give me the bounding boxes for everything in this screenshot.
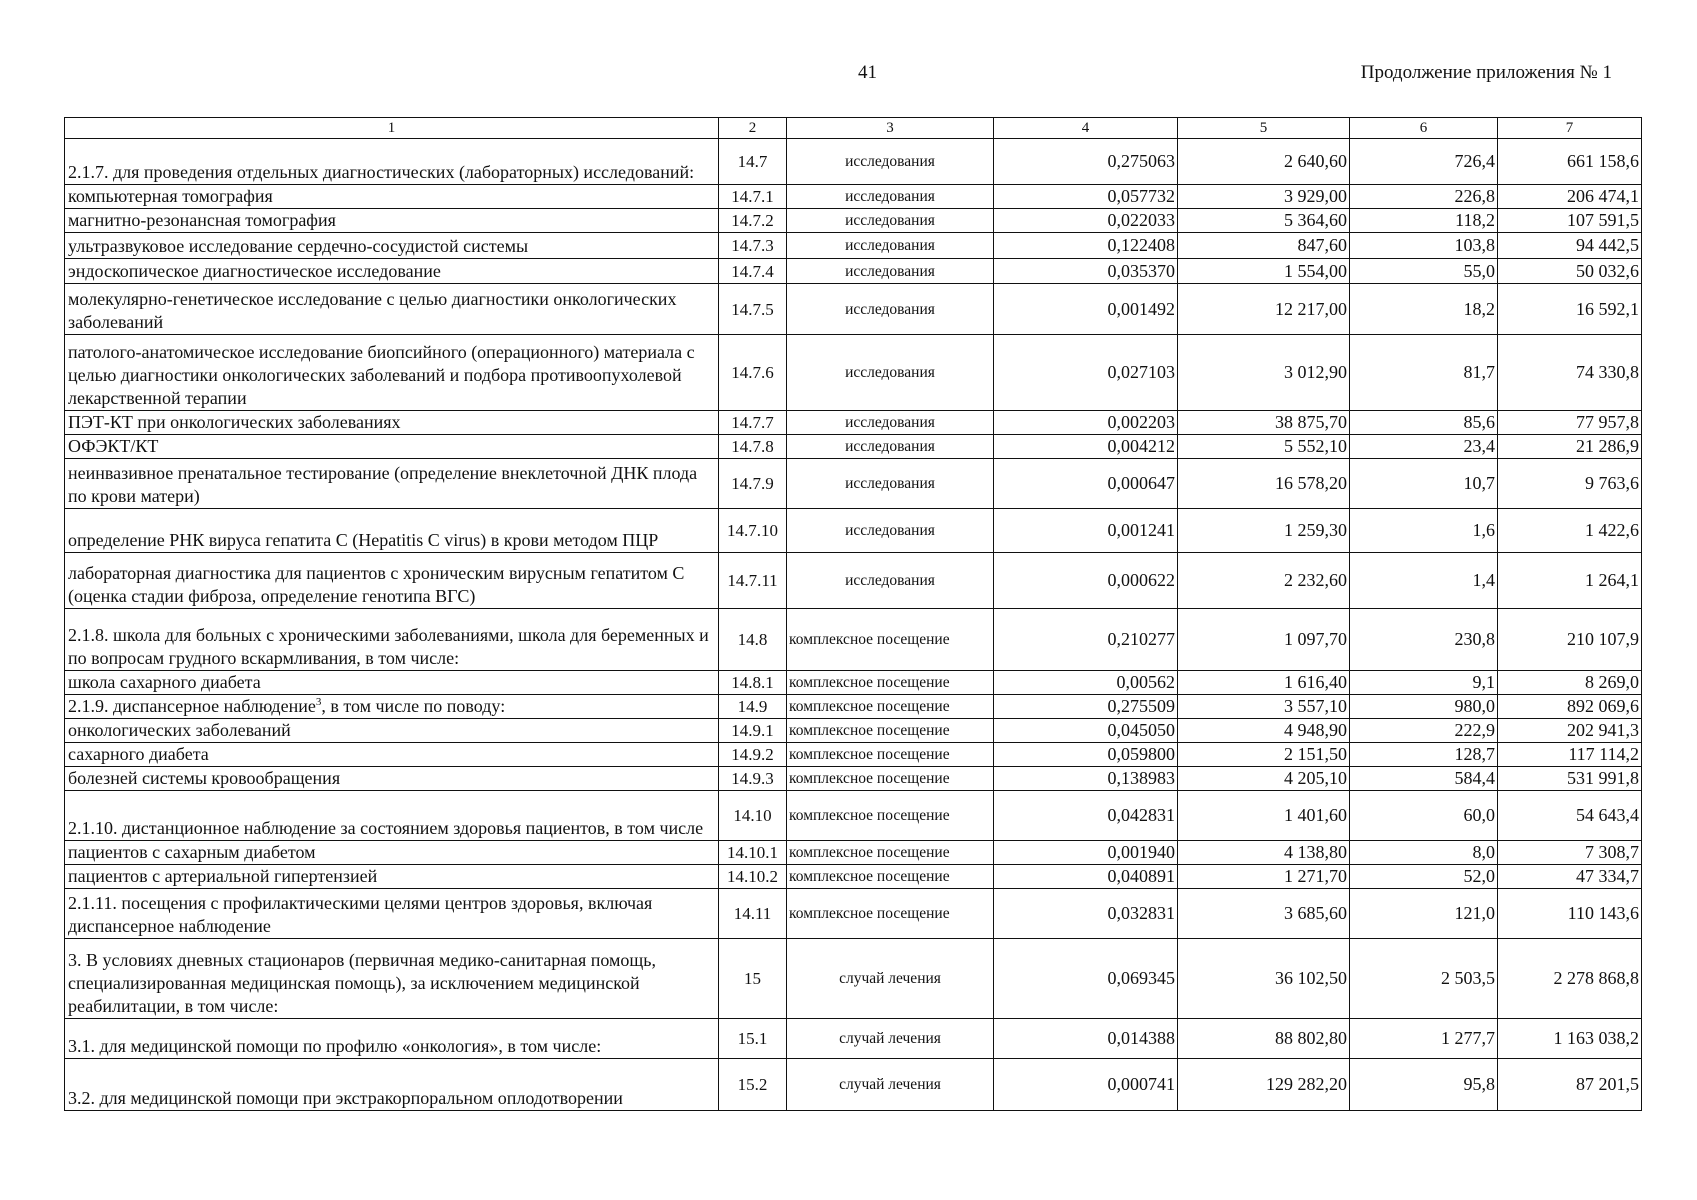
- row-value-4: 0,001241: [994, 509, 1178, 553]
- table-row: [65, 791, 1642, 841]
- row-value-5: 3 557,10: [1178, 695, 1350, 719]
- table-row: [65, 233, 1642, 259]
- row-name-text: ультразвуковое исследование сердечно-сосудистой системы: [68, 236, 529, 256]
- row-value-6: 9,1: [1350, 671, 1498, 695]
- row-name-text: магнитно-резонансная томография: [68, 210, 336, 230]
- row-code: 15: [719, 939, 787, 1019]
- row-name: [65, 139, 719, 185]
- row-name: [65, 791, 719, 841]
- row-value-6: 980,0: [1350, 695, 1498, 719]
- row-value-5: 2 232,60: [1178, 553, 1350, 609]
- data-table: [64, 117, 1642, 1111]
- row-value-7: 1 264,1: [1498, 553, 1642, 609]
- row-name: [65, 671, 719, 695]
- row-value-4: 0,057732: [994, 185, 1178, 209]
- row-value-4: 0,001940: [994, 841, 1178, 865]
- row-value-4: 0,042831: [994, 791, 1178, 841]
- row-value-5: 5 364,60: [1178, 209, 1350, 233]
- row-name: [65, 233, 719, 259]
- row-name-text: пациентов с сахарным диабетом: [68, 842, 316, 862]
- row-code: 14.8.1: [719, 671, 787, 695]
- table-row: [65, 841, 1642, 865]
- row-value-7: 16 592,1: [1498, 284, 1642, 335]
- row-value-7: 54 643,4: [1498, 791, 1642, 841]
- row-unit: комплексное посещение: [787, 719, 994, 743]
- table-row: [65, 889, 1642, 939]
- row-name: [65, 767, 719, 791]
- row-unit: исследования: [787, 259, 994, 284]
- row-name-text: ОФЭКТ/КТ: [68, 436, 159, 456]
- row-code: 14.7.11: [719, 553, 787, 609]
- column-header-3: 3: [787, 118, 994, 139]
- row-value-7: 892 069,6: [1498, 695, 1642, 719]
- row-name: [65, 719, 719, 743]
- row-name-tail: , в том числе по поводу:: [321, 696, 506, 716]
- row-value-4: 0,210277: [994, 609, 1178, 671]
- row-value-4: 0,069345: [994, 939, 1178, 1019]
- row-value-5: 1 554,00: [1178, 259, 1350, 284]
- table-row: [65, 335, 1642, 411]
- row-code: 14.9.3: [719, 767, 787, 791]
- row-unit: исследования: [787, 435, 994, 459]
- row-value-6: 121,0: [1350, 889, 1498, 939]
- row-code: 14.7.7: [719, 411, 787, 435]
- row-value-5: 16 578,20: [1178, 459, 1350, 509]
- table-row: [65, 865, 1642, 889]
- row-name: [65, 185, 719, 209]
- row-code: 14.10: [719, 791, 787, 841]
- row-value-4: 0,001492: [994, 284, 1178, 335]
- row-code: 14.7: [719, 139, 787, 185]
- row-value-6: 1,4: [1350, 553, 1498, 609]
- row-value-7: 202 941,3: [1498, 719, 1642, 743]
- table-row: [65, 695, 1642, 719]
- column-header-2: 2: [719, 118, 787, 139]
- row-unit: комплексное посещение: [787, 695, 994, 719]
- row-name: [65, 695, 719, 719]
- row-value-7: 21 286,9: [1498, 435, 1642, 459]
- table-row: [65, 1059, 1642, 1111]
- row-name-text: 3.2. для медицинской помощи при экстракорпоральном оплодотворении: [68, 1088, 623, 1108]
- row-value-4: 0,040891: [994, 865, 1178, 889]
- row-value-6: 230,8: [1350, 609, 1498, 671]
- row-unit: исследования: [787, 335, 994, 411]
- row-name-text: молекулярно-генетическое исследование с целью диагностики онкологических заболеваний: [68, 289, 677, 332]
- row-name-text: 3. В условиях дневных стационаров (первичная медико-санитарная помощь, специализированная медицинская помощь), за исключением медицинской реабилитации, в том числе:: [68, 950, 656, 1016]
- table-row: [65, 553, 1642, 609]
- table-row: [65, 139, 1642, 185]
- row-unit: исследования: [787, 185, 994, 209]
- row-value-6: 8,0: [1350, 841, 1498, 865]
- row-code: 15.2: [719, 1059, 787, 1111]
- row-name-text: 2.1.7. для проведения отдельных диагностических (лабораторных) исследований:: [68, 162, 695, 182]
- row-name-text: 2.1.10. дистанционное наблюдение за состоянием здоровья пациентов, в том числе: [68, 818, 704, 838]
- row-value-7: 117 114,2: [1498, 743, 1642, 767]
- row-unit: комплексное посещение: [787, 841, 994, 865]
- row-value-4: 0,000741: [994, 1059, 1178, 1111]
- row-value-6: 584,4: [1350, 767, 1498, 791]
- row-name-text: школа сахарного диабета: [68, 672, 261, 692]
- row-code: 14.10.1: [719, 841, 787, 865]
- row-name-text: сахарного диабета: [68, 744, 209, 764]
- row-value-7: 94 442,5: [1498, 233, 1642, 259]
- row-value-5: 36 102,50: [1178, 939, 1350, 1019]
- row-name-text: 2.1.11. посещения с профилактическими целями центров здоровья, включая диспансерное наблюдение: [68, 893, 653, 936]
- row-value-4: 0,014388: [994, 1019, 1178, 1059]
- row-code: 14.7.9: [719, 459, 787, 509]
- table-row: [65, 767, 1642, 791]
- row-value-6: 60,0: [1350, 791, 1498, 841]
- row-code: 14.11: [719, 889, 787, 939]
- row-value-5: 4 948,90: [1178, 719, 1350, 743]
- row-value-7: 2 278 868,8: [1498, 939, 1642, 1019]
- row-value-6: 118,2: [1350, 209, 1498, 233]
- row-name: [65, 284, 719, 335]
- row-unit: исследования: [787, 509, 994, 553]
- row-value-5: 2 640,60: [1178, 139, 1350, 185]
- row-code: 14.7.8: [719, 435, 787, 459]
- row-unit: комплексное посещение: [787, 791, 994, 841]
- column-header-5: 5: [1178, 118, 1350, 139]
- row-name: [65, 743, 719, 767]
- row-value-6: 726,4: [1350, 139, 1498, 185]
- row-unit: случай лечения: [787, 1019, 994, 1059]
- row-value-5: 5 552,10: [1178, 435, 1350, 459]
- table-row: [65, 939, 1642, 1019]
- row-value-4: 0,000647: [994, 459, 1178, 509]
- row-name-text: компьютерная томография: [68, 186, 273, 206]
- row-name: [65, 335, 719, 411]
- row-value-6: 10,7: [1350, 459, 1498, 509]
- row-unit: комплексное посещение: [787, 889, 994, 939]
- row-value-5: 1 271,70: [1178, 865, 1350, 889]
- row-name: [65, 459, 719, 509]
- row-name: [65, 1059, 719, 1111]
- row-unit: исследования: [787, 411, 994, 435]
- row-code: 14.7.3: [719, 233, 787, 259]
- table-row: [65, 719, 1642, 743]
- row-value-6: 222,9: [1350, 719, 1498, 743]
- row-name: [65, 435, 719, 459]
- row-unit: случай лечения: [787, 1059, 994, 1111]
- row-value-6: 55,0: [1350, 259, 1498, 284]
- row-unit: исследования: [787, 233, 994, 259]
- row-value-5: 1 097,70: [1178, 609, 1350, 671]
- row-value-6: 1 277,7: [1350, 1019, 1498, 1059]
- row-value-6: 18,2: [1350, 284, 1498, 335]
- row-value-5: 12 217,00: [1178, 284, 1350, 335]
- row-value-5: 88 802,80: [1178, 1019, 1350, 1059]
- row-value-6: 2 503,5: [1350, 939, 1498, 1019]
- row-value-7: 8 269,0: [1498, 671, 1642, 695]
- row-value-7: 110 143,6: [1498, 889, 1642, 939]
- header-row: [65, 118, 1642, 139]
- row-unit: комплексное посещение: [787, 743, 994, 767]
- row-value-7: 1 422,6: [1498, 509, 1642, 553]
- row-name: [65, 411, 719, 435]
- row-name-text: неинвазивное пренатальное тестирование (определение внеклеточной ДНК плода по крови матери): [68, 463, 698, 506]
- row-value-6: 128,7: [1350, 743, 1498, 767]
- table-row: [65, 209, 1642, 233]
- row-name-text: пациентов с артериальной гипертензией: [68, 866, 378, 886]
- row-name-text: 2.1.8. школа для больных с хроническими заболеваниями, школа для беременных и по вопросам грудного вскармливания, в том числе:: [68, 625, 709, 668]
- row-value-4: 0,027103: [994, 335, 1178, 411]
- row-value-4: 0,022033: [994, 209, 1178, 233]
- row-value-5: 1 259,30: [1178, 509, 1350, 553]
- row-name-text: онкологических заболеваний: [68, 720, 291, 740]
- row-value-6: 52,0: [1350, 865, 1498, 889]
- row-value-4: 0,122408: [994, 233, 1178, 259]
- column-header-6: 6: [1350, 118, 1498, 139]
- row-value-7: 50 032,6: [1498, 259, 1642, 284]
- row-value-6: 1,6: [1350, 509, 1498, 553]
- row-value-7: 74 330,8: [1498, 335, 1642, 411]
- row-unit: исследования: [787, 284, 994, 335]
- row-name: [65, 889, 719, 939]
- row-name: [65, 841, 719, 865]
- row-value-7: 77 957,8: [1498, 411, 1642, 435]
- table-row: [65, 1019, 1642, 1059]
- row-name-text: определение РНК вируса гепатита С (Hepatitis С virus) в крови методом ПЦР: [68, 530, 659, 550]
- row-value-4: 0,138983: [994, 767, 1178, 791]
- row-unit: комплексное посещение: [787, 671, 994, 695]
- row-value-4: 0,004212: [994, 435, 1178, 459]
- row-value-5: 3 929,00: [1178, 185, 1350, 209]
- table-row: [65, 185, 1642, 209]
- row-name: [65, 939, 719, 1019]
- table-row: [65, 284, 1642, 335]
- row-code: 14.7.4: [719, 259, 787, 284]
- row-code: 14.7.6: [719, 335, 787, 411]
- row-code: 14.7.2: [719, 209, 787, 233]
- row-name-text: 3.1. для медицинской помощи по профилю «онкология», в том числе:: [68, 1036, 602, 1056]
- row-value-4: 0,000622: [994, 553, 1178, 609]
- row-name: [65, 209, 719, 233]
- row-value-5: 4 205,10: [1178, 767, 1350, 791]
- row-name-text: лабораторная диагностика для пациентов с хроническим вирусным гепатитом С (оценка стадии фиброза, определение генотипа ВГС): [68, 563, 685, 606]
- row-code: 14.9.1: [719, 719, 787, 743]
- row-name: [65, 553, 719, 609]
- row-value-7: 47 334,7: [1498, 865, 1642, 889]
- row-value-4: 0,275063: [994, 139, 1178, 185]
- row-value-4: 0,032831: [994, 889, 1178, 939]
- row-value-4: 0,035370: [994, 259, 1178, 284]
- table-row: [65, 609, 1642, 671]
- table-row: [65, 459, 1642, 509]
- row-value-7: 87 201,5: [1498, 1059, 1642, 1111]
- row-name-text: патолого-анатомическое исследование биопсийного (операционного) материала с целью диагностики онкологических заболеваний и подбора противоопухолевой лекарственной терапии: [68, 342, 695, 408]
- row-value-4: 0,059800: [994, 743, 1178, 767]
- row-unit: исследования: [787, 209, 994, 233]
- row-name: [65, 259, 719, 284]
- row-value-5: 4 138,80: [1178, 841, 1350, 865]
- column-header-4: 4: [994, 118, 1178, 139]
- row-value-7: 9 763,6: [1498, 459, 1642, 509]
- row-value-7: 107 591,5: [1498, 209, 1642, 233]
- table-row: [65, 259, 1642, 284]
- row-value-6: 95,8: [1350, 1059, 1498, 1111]
- row-value-6: 85,6: [1350, 411, 1498, 435]
- row-value-7: 210 107,9: [1498, 609, 1642, 671]
- row-unit: комплексное посещение: [787, 767, 994, 791]
- row-value-5: 129 282,20: [1178, 1059, 1350, 1111]
- row-name-text: 2.1.9. диспансерное наблюдение: [68, 696, 316, 716]
- row-name: [65, 1019, 719, 1059]
- row-unit: комплексное посещение: [787, 609, 994, 671]
- row-code: 14.7.5: [719, 284, 787, 335]
- row-name-text: эндоскопическое диагностическое исследование: [68, 261, 441, 281]
- row-value-6: 226,8: [1350, 185, 1498, 209]
- row-value-7: 661 158,6: [1498, 139, 1642, 185]
- column-header-1: 1: [65, 118, 719, 139]
- row-value-5: 1 401,60: [1178, 791, 1350, 841]
- table-row: [65, 509, 1642, 553]
- table-row: [65, 411, 1642, 435]
- appendix-label: Продолжение приложения № 1: [1360, 62, 1612, 83]
- row-value-5: 3 012,90: [1178, 335, 1350, 411]
- row-value-5: 1 616,40: [1178, 671, 1350, 695]
- row-unit: комплексное посещение: [787, 865, 994, 889]
- row-value-7: 7 308,7: [1498, 841, 1642, 865]
- row-value-4: 0,275509: [994, 695, 1178, 719]
- row-code: 14.7.10: [719, 509, 787, 553]
- row-value-6: 103,8: [1350, 233, 1498, 259]
- row-value-5: 847,60: [1178, 233, 1350, 259]
- table-body: [65, 139, 1642, 1111]
- row-unit: случай лечения: [787, 939, 994, 1019]
- row-name: [65, 609, 719, 671]
- row-value-7: 531 991,8: [1498, 767, 1642, 791]
- row-code: 14.9.2: [719, 743, 787, 767]
- row-unit: исследования: [787, 459, 994, 509]
- row-code: 14.10.2: [719, 865, 787, 889]
- row-name: [65, 509, 719, 553]
- footnote-marker: 3: [315, 696, 322, 708]
- row-code: 15.1: [719, 1019, 787, 1059]
- row-value-4: 0,002203: [994, 411, 1178, 435]
- row-code: 14.8: [719, 609, 787, 671]
- table-row: [65, 743, 1642, 767]
- row-unit: исследования: [787, 139, 994, 185]
- row-value-5: 2 151,50: [1178, 743, 1350, 767]
- row-value-5: 38 875,70: [1178, 411, 1350, 435]
- column-header-7: 7: [1498, 118, 1642, 139]
- row-name: [65, 865, 719, 889]
- row-value-6: 23,4: [1350, 435, 1498, 459]
- row-name-text: болезней системы кровообращения: [68, 768, 341, 788]
- row-unit: исследования: [787, 553, 994, 609]
- table-row: [65, 435, 1642, 459]
- row-name-text: ПЭТ-КТ при онкологических заболеваниях: [68, 412, 401, 432]
- row-code: 14.7.1: [719, 185, 787, 209]
- row-value-4: 0,045050: [994, 719, 1178, 743]
- row-value-7: 1 163 038,2: [1498, 1019, 1642, 1059]
- row-value-4: 0,00562: [994, 671, 1178, 695]
- row-value-7: 206 474,1: [1498, 185, 1642, 209]
- page-number: 41: [858, 62, 877, 83]
- row-code: 14.9: [719, 695, 787, 719]
- table-row: [65, 671, 1642, 695]
- row-value-5: 3 685,60: [1178, 889, 1350, 939]
- row-value-6: 81,7: [1350, 335, 1498, 411]
